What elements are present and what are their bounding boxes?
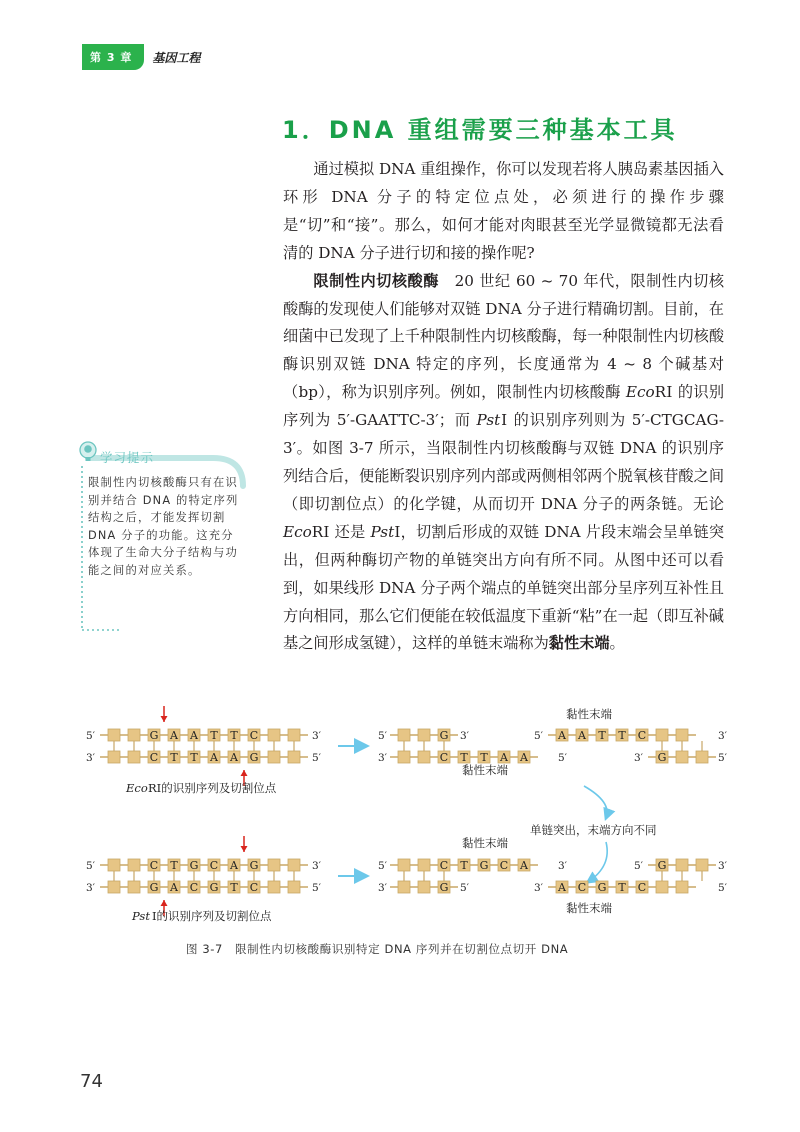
nucleotide-box [268,859,280,871]
italic-run: Pst [476,411,501,430]
note-arrow-down [588,842,607,882]
end-5prime: 5′ [86,730,96,742]
text-run: 。 [609,634,625,653]
base-label: T [460,859,468,872]
text-run: Ⅰ [323,522,330,541]
nucleotide-box [128,859,140,871]
base-label: G [657,751,667,764]
nucleotide-box [108,751,120,763]
base-label: A [230,859,238,872]
nucleotide-box [288,859,300,871]
base-label: A [170,729,178,742]
nucleotide-box [656,881,668,893]
base-label: G [189,859,199,872]
base-label: G [249,859,259,872]
tip-title: 学习提示 [100,450,155,465]
base-label: G [597,881,607,894]
base-label: A [210,751,218,764]
base-label: T [210,729,218,742]
end-5prime: 5′ [378,730,388,742]
section-title: 1．DNA 重组需要三种基本工具 [282,116,678,144]
base-label: T [618,729,626,742]
end-3prime: 3′ [312,860,322,872]
end-3prime: 3′ [718,730,728,742]
end-3prime: 3′ [534,882,544,894]
base-label: G [439,729,449,742]
nucleotide-box [418,729,430,741]
study-tip-box [78,438,248,634]
tip-text: 限制性内切核酸酶只有在识别并结合 DNA 的特定序列结构之后，才能发挥切割 DNA 分子的功能。这充分体现了生命大分子结构与功能之间的对应关系。 [88,476,239,577]
nucleotide-box [398,859,410,871]
nucleotide-box [108,881,120,893]
eco-label: RⅠ的识别序列及切割位点 [148,781,277,795]
base-label: C [189,881,199,894]
base-label: G [439,881,449,894]
end-5prime: 5′ [718,752,728,764]
nucleotide-box [398,881,410,893]
base-label: G [149,729,159,742]
nucleotide-box [676,859,688,871]
base-label: T [230,729,238,742]
nucleotide-box [676,751,688,763]
base-label: C [439,859,449,872]
base-label: C [249,729,259,742]
base-label: A [520,859,528,872]
sticky-end-label: 黏性末端 [462,763,508,777]
nucleotide-box [676,729,688,741]
text-run: R [311,522,324,541]
cut-site-arrowhead [161,716,168,722]
italic-run: Eco [625,383,655,402]
nucleotide-box [656,729,668,741]
text-run: 的识别序列则为 5′-CTGCAG-3′。如图 3-7 所示，当限制性内切核酸酶与双链 DNA 的识别序列结合后，便能断裂识别序列内部或两侧相邻两个脱氧核苷酸之间（即切割位点）的化学键，从而切开 DNA 分子的两条链。无论 [283,411,724,513]
note-text: 单链突出，末端方向不同 [530,823,657,837]
text-run: ，切割后形成的双链 DNA 片段末端会呈单链突出，但两种酶切产物的单链突出方向有所不同。从图中还可以看到，如果线形 DNA 分子两个端点的单链突出部分呈序列互补性且方向相同，那么它们便能在较低温度下重新“粘”在一起（即互补碱基之间形成氢键），这样的单链末端称为 [283,522,725,653]
base-label: A [190,729,198,742]
base-label: T [480,751,488,764]
base-label: A [558,729,566,742]
end-3prime: 3′ [86,752,96,764]
chapter-badge: 第 3 章 [82,44,144,70]
base-label: C [499,859,509,872]
sticky-end-label: 黏性末端 [462,836,508,850]
term-restriction-enzyme: 限制性内切核酸酶 [313,271,439,290]
base-label: G [149,881,159,894]
text-run: 的识别序列为 5′-GAATTC-3′；而 [283,383,725,430]
nucleotide-box [418,751,430,763]
nucleotide-box [128,751,140,763]
base-label: G [249,751,259,764]
end-3prime: 3′ [312,730,322,742]
base-label: T [460,751,468,764]
end-3prime: 3′ [378,752,388,764]
page-number: 74 [80,1071,103,1092]
nucleotide-box [128,881,140,893]
base-label: A [170,881,178,894]
base-label: T [190,751,198,764]
text-run: Ⅰ [394,522,401,541]
nucleotide-box [288,881,300,893]
base-label: C [209,859,219,872]
base-label: C [249,881,259,894]
pst-label-italic: Pst [132,909,150,923]
base-label: C [637,729,647,742]
cut-site-arrowhead [241,846,248,852]
base-label: A [500,751,508,764]
base-label: T [618,881,626,894]
cut-site-arrowhead [241,770,248,776]
base-label: T [170,751,178,764]
end-3prime: 3′ [558,860,568,872]
paragraph-2 [283,268,724,659]
nucleotide-box [268,729,280,741]
base-label: G [209,881,219,894]
nucleotide-box [268,751,280,763]
nucleotide-box [696,751,708,763]
nucleotide-box [108,729,120,741]
end-3prime: 3′ [460,730,470,742]
base-label: C [439,751,449,764]
end-5prime: 5′ [312,882,322,894]
base-label: C [577,881,587,894]
figure-caption: 图 3-7 限制性内切核酸酶识别特定 DNA 序列并在切割位点切开 DNA [186,942,569,956]
end-5prime: 5′ [86,860,96,872]
base-label: G [479,859,489,872]
nucleotide-box [288,729,300,741]
nucleotide-box [418,859,430,871]
nucleotide-box [418,881,430,893]
text-run: 20 世纪 60 ~ 70 年代，限制性内切核酸酶的发现使人们能够对双链 DNA 分子进行精确切割。目前，在细菌中已发现了上千种限制性内切核酸酶，每一种限制性内切核酸酶识别双链 DNA 特定的序列，长度通常为 4 ~ 8 个碱基对（bp），称为识别序列。例如，限制性内切核酸酶 [283,271,725,402]
nucleotide-box [676,881,688,893]
eco-label-italic: Eco [126,781,148,795]
end-3prime: 3′ [86,882,96,894]
cut-site-arrowhead [161,900,168,906]
end-5prime: 5′ [378,860,388,872]
base-label: G [657,859,667,872]
nucleotide-box [288,751,300,763]
figure-3-7 [0,690,800,930]
base-label: C [149,859,159,872]
nucleotide-box [398,751,410,763]
text-run: 还是 [329,522,371,541]
italic-run: Pst [370,522,395,541]
note-arrow-up [584,786,607,818]
pst-label: Ⅰ的识别序列及切割位点 [152,909,272,923]
base-label: A [578,729,586,742]
base-label: A [520,751,528,764]
nucleotide-box [108,859,120,871]
nucleotide-box [268,881,280,893]
base-label: C [149,751,159,764]
end-5prime: 5′ [718,882,728,894]
base-label: T [598,729,606,742]
nucleotide-box [398,729,410,741]
base-label: C [637,881,647,894]
nucleotide-box [696,859,708,871]
text-run: Ⅰ [500,411,508,430]
end-3prime: 3′ [718,860,728,872]
term-sticky-end: 黏性末端 [548,634,610,653]
paragraph-1: 通过模拟 DNA 重组操作，你可以发现若将人胰岛素基因插入环形 DNA 分子的特定位点处，必须进行的操作步骤是“切”和“接”。那么，如何才能对肉眼甚至光学显微镜都无法看清的 DNA 分子进行切和接的操作呢? [283,160,724,262]
chapter-header [82,44,242,70]
end-3prime: 3′ [634,752,644,764]
text-run: R [654,383,667,402]
nucleotide-box [128,729,140,741]
base-label: A [558,881,566,894]
sticky-end-label: 黏性末端 [566,707,612,721]
end-5prime: 5′ [558,752,568,764]
italic-run: Eco [283,522,312,541]
end-5prime: 5′ [534,730,544,742]
body-text [283,156,724,658]
end-5prime: 5′ [312,752,322,764]
chapter-title: 基因工程 [152,50,201,65]
base-label: T [170,859,178,872]
base-label: A [230,751,238,764]
end-3prime: 3′ [378,882,388,894]
sticky-end-label: 黏性末端 [566,901,612,915]
text-run: Ⅰ [666,383,673,402]
end-5prime: 5′ [460,882,470,894]
base-label: T [230,881,238,894]
end-5prime: 5′ [634,860,644,872]
